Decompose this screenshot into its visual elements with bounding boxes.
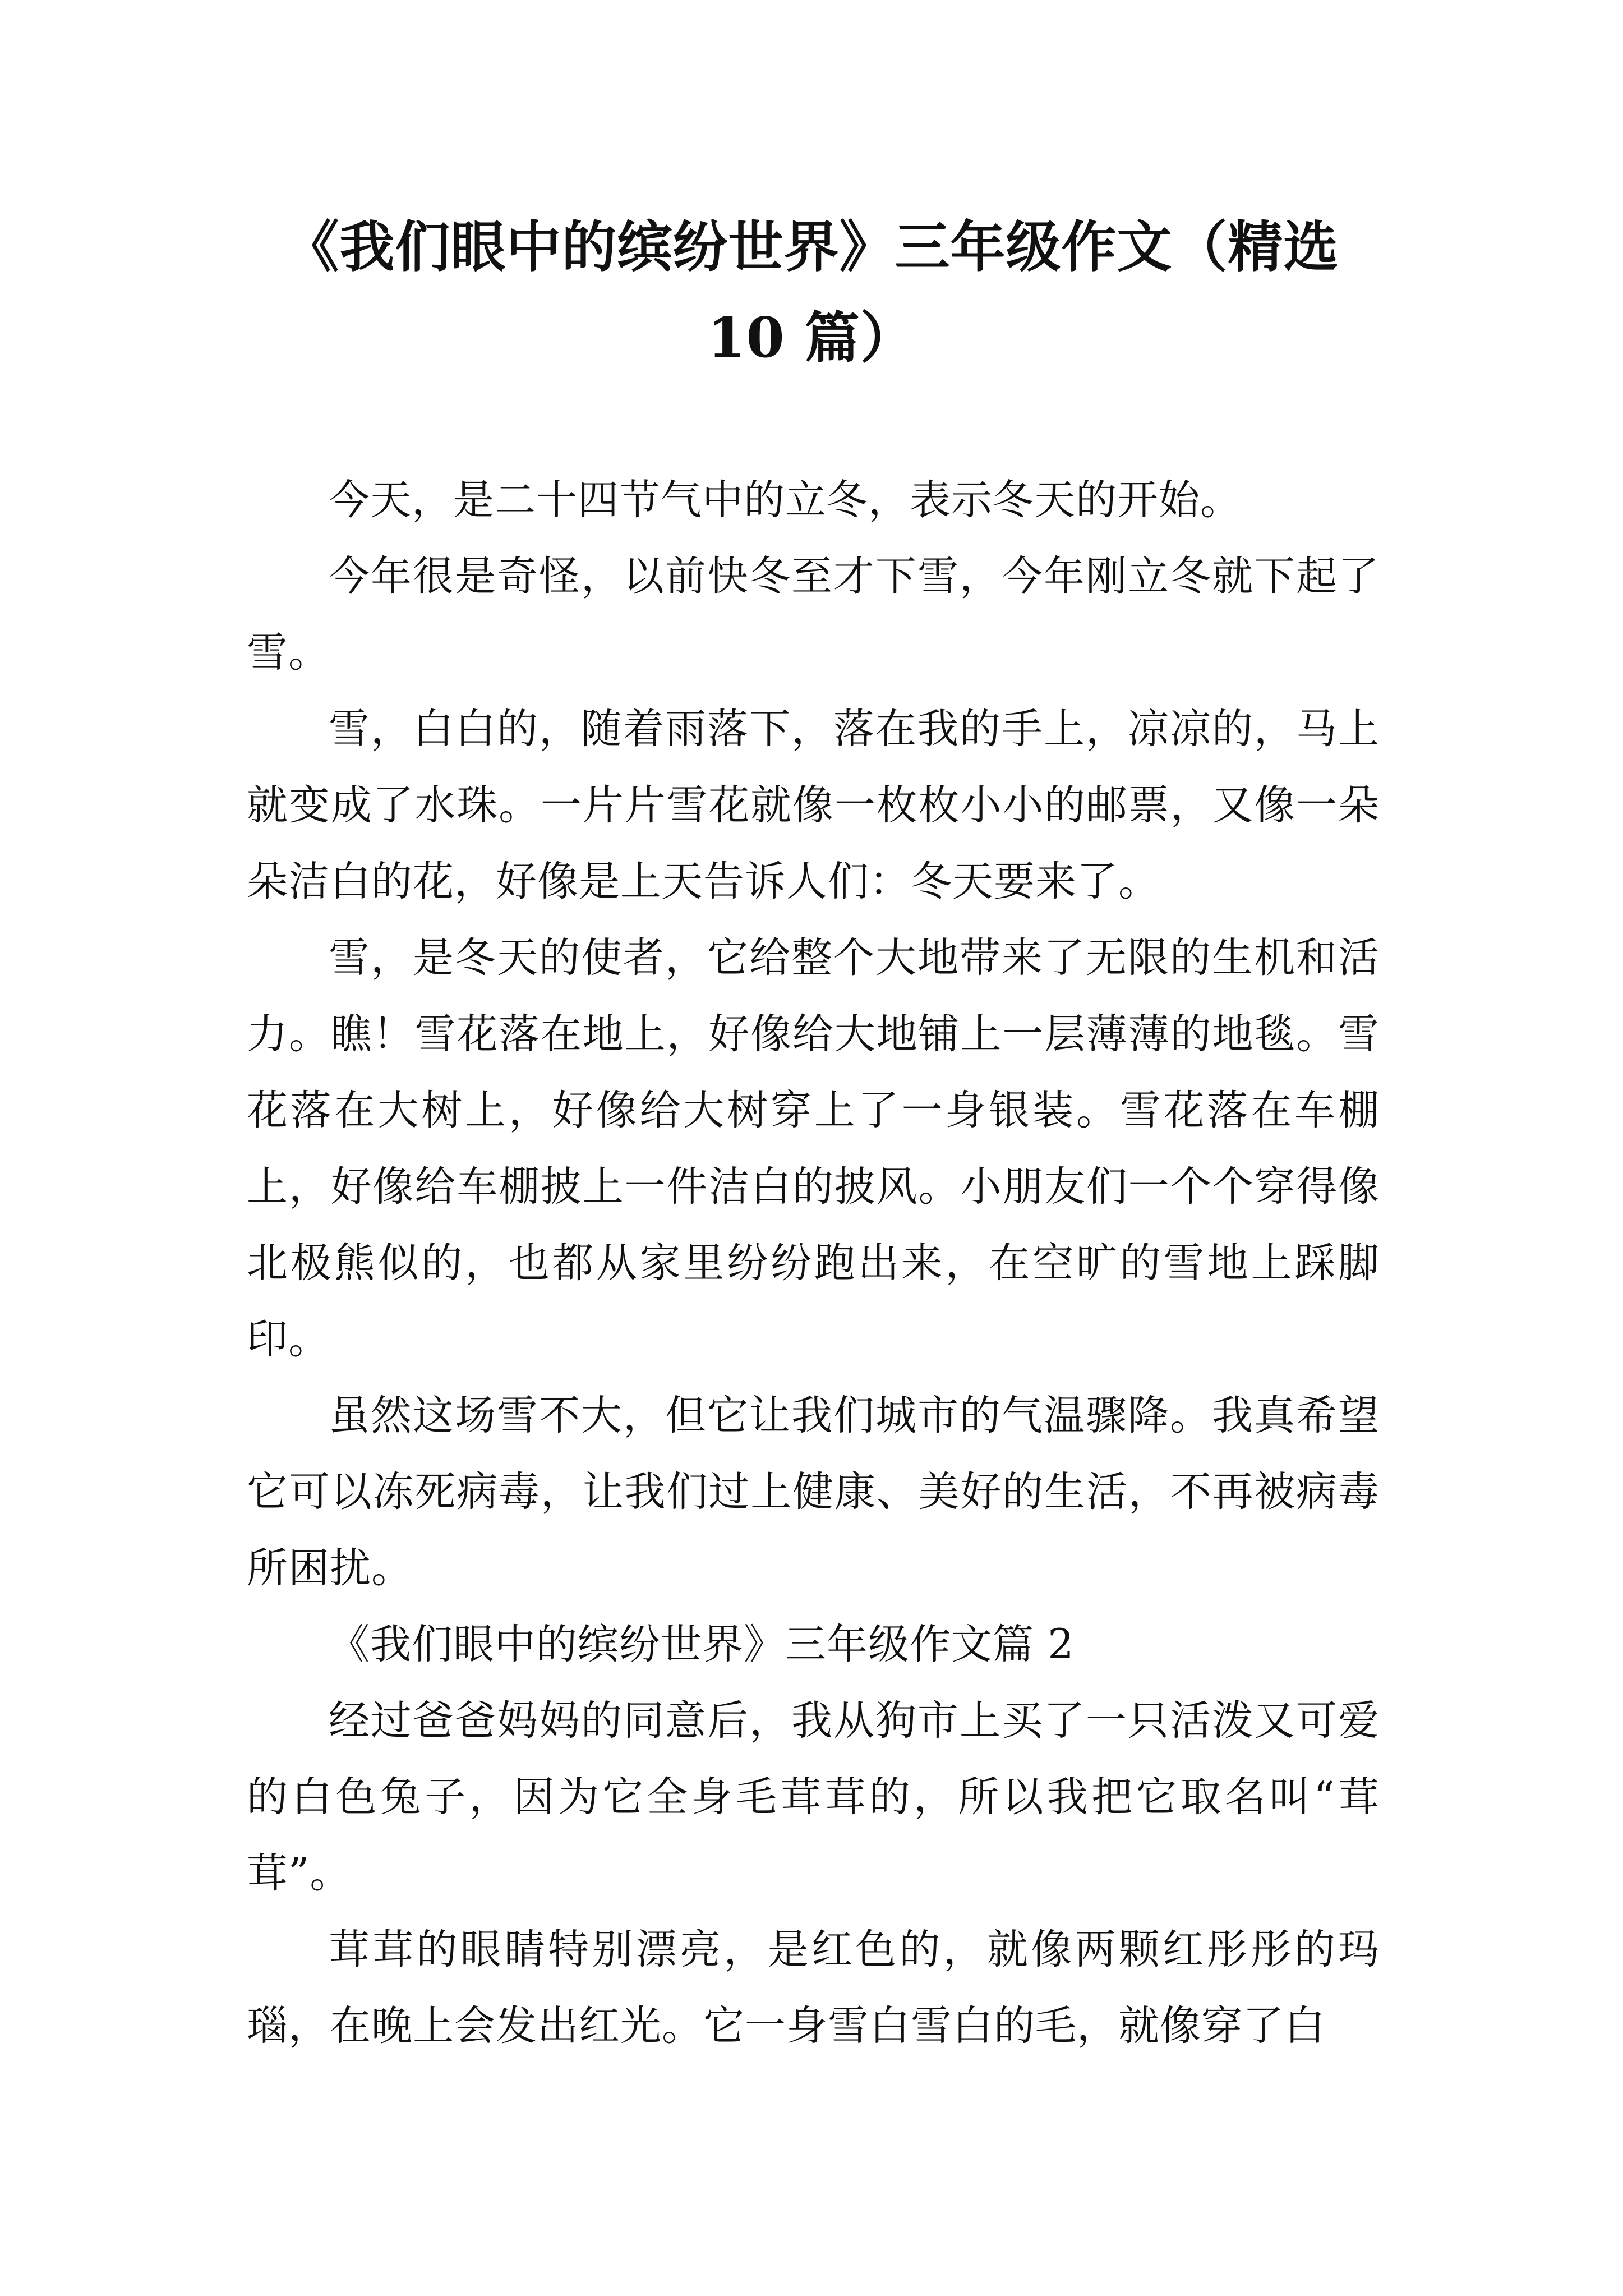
paragraph: 今年很是奇怪，以前快冬至才下雪，今年刚立冬就下起了雪。 bbox=[247, 553, 1380, 677]
paragraph: 雪，白白的，随着雨落下，落在我的手上，凉凉的，马上就变成了水珠。一片片雪花就像一枚枚小小的邮票，又像一朵朵洁白的花，好像是上天告诉人们：冬天要来了。 bbox=[247, 705, 1380, 905]
section-heading: 《我们眼中的缤纷世界》三年级作文篇 2 bbox=[329, 1621, 1075, 1668]
paragraph: 雪，是冬天的使者，它给整个大地带来了无限的生机和活力。瞧！雪花落在地上，好像给大地铺上一层薄薄的地毯。雪花落在大树上，好像给大树穿上了一身银装。雪花落在车棚上，好像给车棚披上一件洁白的披风。小朋友们一个个穿得像北极熊似的，也都从家里纷纷跑出来，在空旷的雪地上踩脚印。 bbox=[247, 934, 1380, 1363]
paragraph: 虽然这场雪不大，但它让我们城市的气温骤降。我真希望它可以冻死病毒，让我们过上健康、美好的生活，不再被病毒所困扰。 bbox=[247, 1392, 1380, 1592]
title-line-2: 10 篇） bbox=[707, 306, 916, 370]
paragraph: 茸茸的眼睛特别漂亮，是红色的，就像两颗红彤彤的玛瑙，在晚上会发出红光。它一身雪白雪白的毛，就像穿了白 bbox=[247, 1926, 1380, 2050]
document-title bbox=[236, 202, 1387, 384]
title-line-1: 《我们眼中的缤纷世界》三年级作文（精选 bbox=[284, 215, 1339, 279]
paragraph: 经过爸爸妈妈的同意后，我从狗市上买了一只活泼又可爱的白色兔子，因为它全身毛茸茸的，所以我把它取名叫“茸茸”。 bbox=[247, 1697, 1380, 1897]
document-body bbox=[247, 462, 1380, 2064]
paragraph: 今天，是二十四节气中的立冬，表示冬天的开始。 bbox=[329, 476, 1242, 524]
